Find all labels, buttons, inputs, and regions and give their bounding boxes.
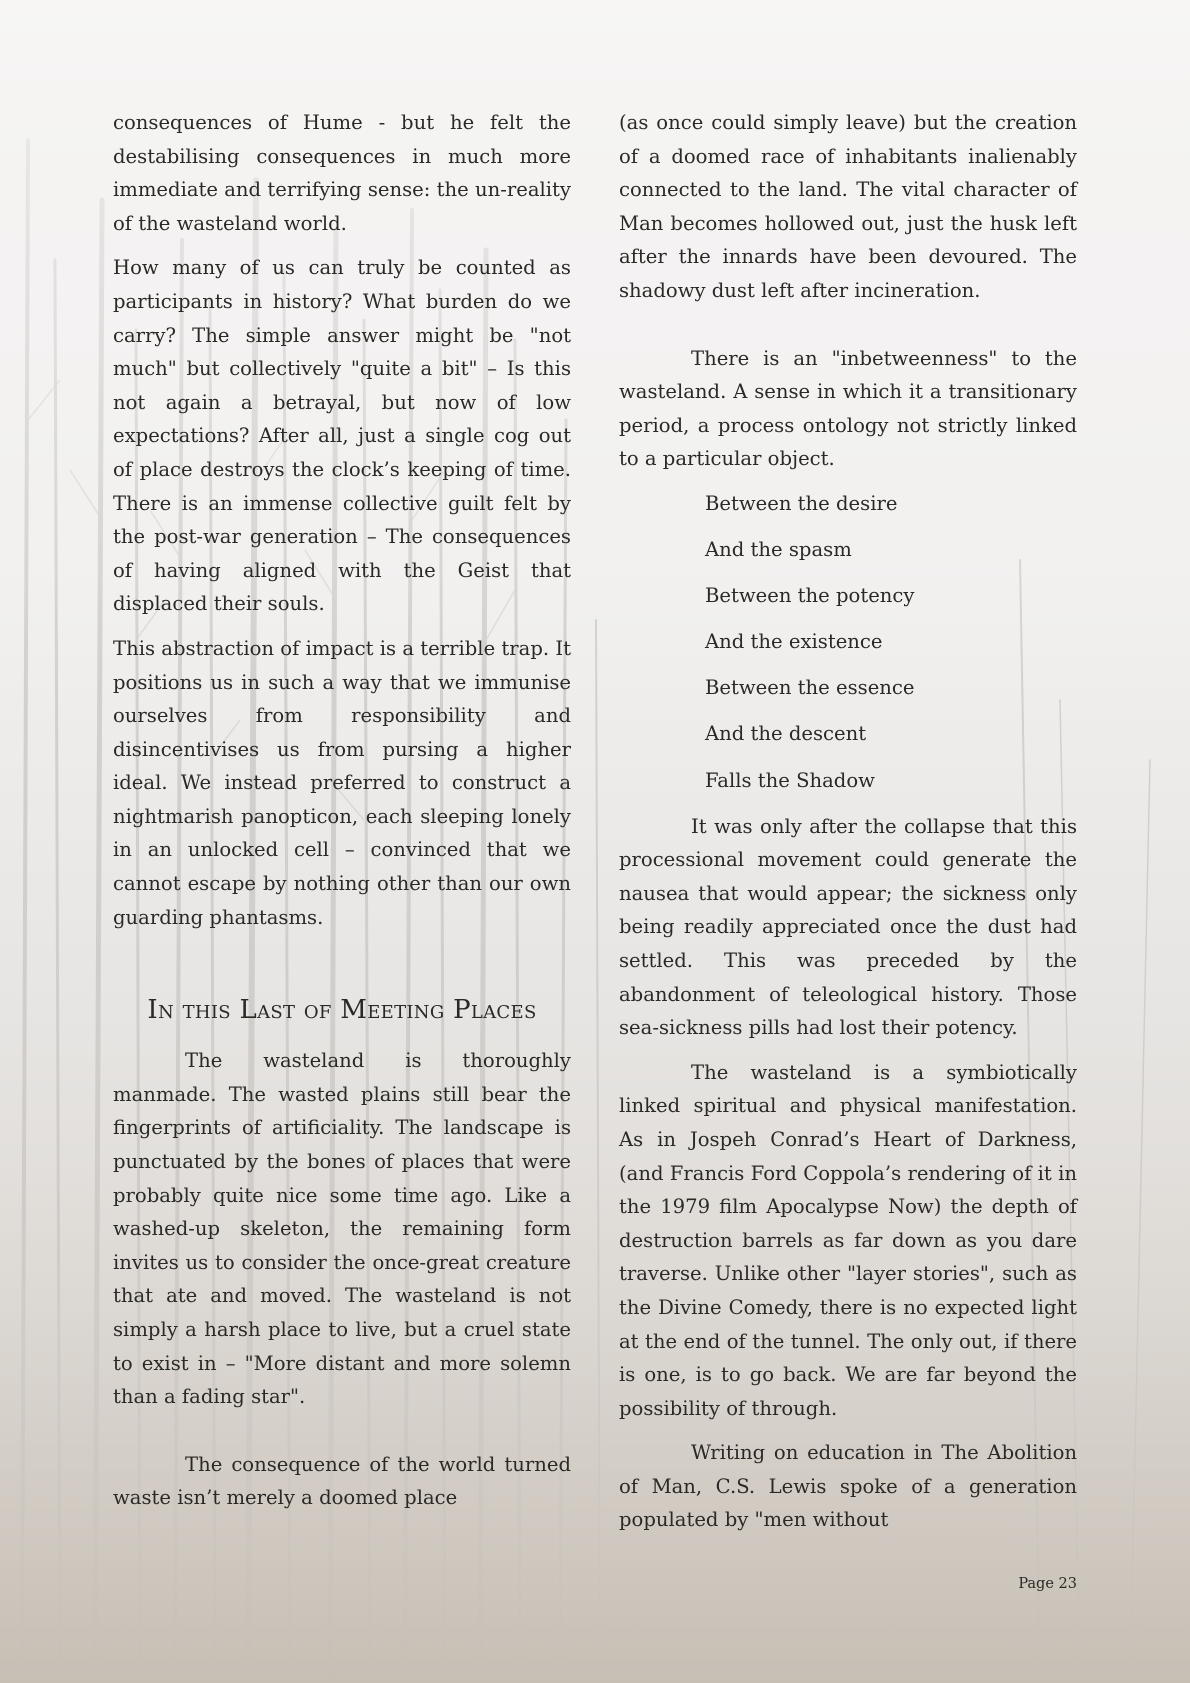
poem-line: Falls the Shadow <box>705 768 875 792</box>
paragraph: The consequence of the world turned waste isn’t merely a doomed place <box>113 1452 571 1510</box>
poem-line: And the descent <box>705 722 867 746</box>
poem-line: And the existence <box>705 630 883 654</box>
poem-line: And the spasm <box>705 538 852 562</box>
paragraph: consequences of Hume - but he felt the destabilising consequences in much more immediate and terrifying sense: the un-reality of the wasteland world. <box>113 111 571 235</box>
paragraph: (as once could simply leave) but the creation of a doomed race of inhabitants inalienably connected to the land. The vital character of Man becomes hollowed out, just the husk left after the innards have been devoured. The shadowy dust left after incineration. <box>619 111 1077 302</box>
paragraph: It was only after the collapse that this processional movement could generate the nausea that would appear; the sickness only being readily appreciated once the dust had settled. This was preceded by the abandonment of teleological history. Those sea-sickness pills had lost their potency. <box>619 814 1077 1040</box>
poem-line: Between the essence <box>705 676 915 700</box>
page-number: Page 23 <box>1018 1576 1077 1592</box>
paragraph: The wasteland is a symbiotically linked spiritual and physical manifestation. As in Jospeh Conrad’s Heart of Darkness, (and Francis Ford Coppola’s rendering of it in the 1979 film Apocalypse Now) the depth of destruction barrels as far down as you dare traverse. Unlike other "layer stories", such as the Divine Comedy, there is no expected light at the end of the tunnel. The only out, if there is one, is to go back. We are far beyond the possibility of through. <box>619 1060 1077 1420</box>
poem-line: Between the desire <box>705 491 898 515</box>
left-column <box>113 106 571 1526</box>
poem-line: Between the potency <box>705 584 915 608</box>
paragraph: How many of us can truly be counted as participants in history? What burden do we carry? The simple answer might be "not much" but collectively "quite a bit" – Is this not again a betrayal, but now of low expectations? After all, just a single cog out of place destroys the clock’s keeping of time. There is an immense collective guilt felt by the post-war generation – The consequences of having aligned with the Geist that displaced their souls. <box>113 256 571 616</box>
poem-quote <box>619 487 1077 797</box>
paragraph: Writing on education in The Abolition of Man, C.S. Lewis spoke of a generation populated by "men without <box>619 1441 1077 1532</box>
right-column <box>619 106 1077 1548</box>
paragraph: The wasteland is thoroughly manmade. The wasted plains still bear the fingerprints of artificiality. The landscape is punctuated by the bones of places that were probably quite nice some time ago. Like a washed-up skeleton, the remaining form invites us to consider the once-great creature that ate and moved. The wasteland is not simply a harsh place to live, but a cruel state to exist in – "More distant and more solemn than a fading star". <box>113 1049 571 1409</box>
paragraph: There is an "inbetweenness" to the wasteland. A sense in which it a transitionary period, a process ontology not strictly linked to a particular object. <box>619 346 1077 471</box>
paragraph: This abstraction of impact is a terrible trap. It positions us in such a way that we immunise ourselves from responsibility and disincentivises us from pursing a higher ideal. We instead preferred to construct a nightmarish panopticon, each sleeping lonely in an unlocked cell – convinced that we cannot escape by nothing other than our own guarding phantasms. <box>113 636 571 929</box>
section-heading: In this Last of Meeting Places <box>147 995 537 1026</box>
